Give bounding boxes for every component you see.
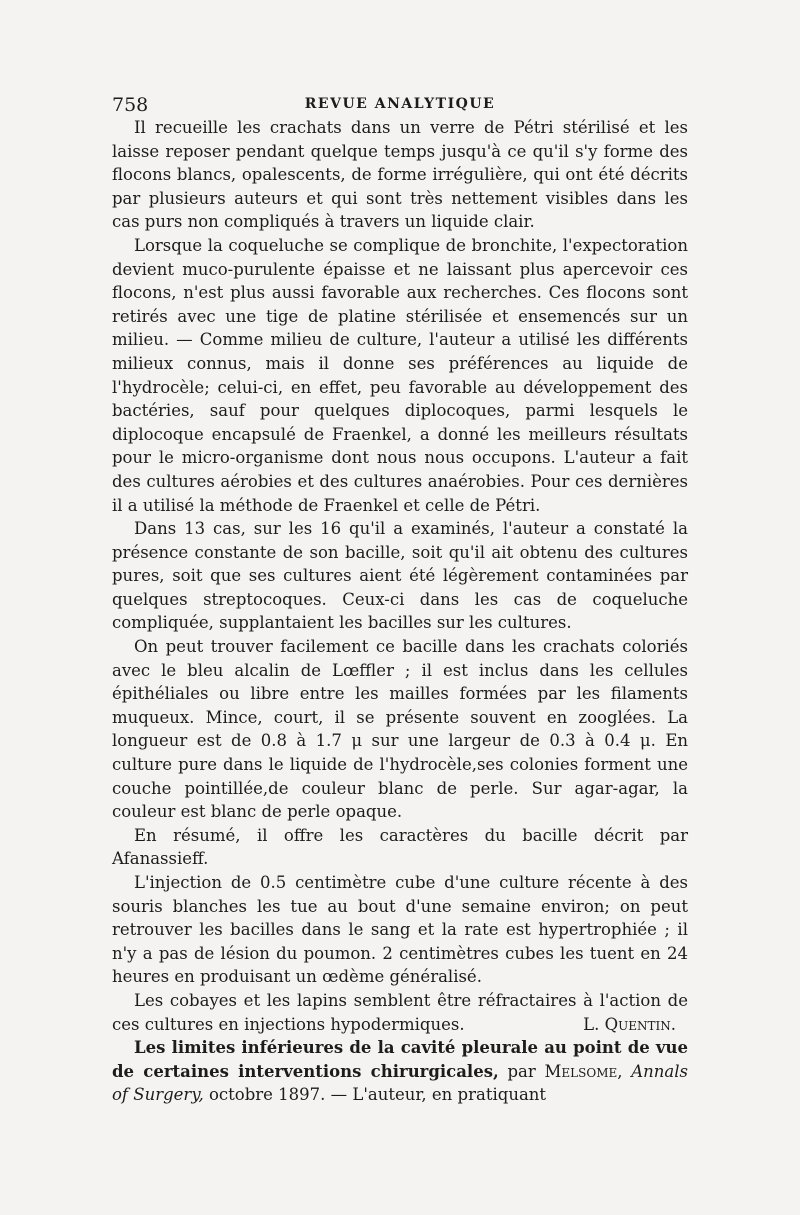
page-number: 758 xyxy=(112,94,149,116)
journal-title: REVUE ANALYTIQUE xyxy=(304,96,496,112)
running-head xyxy=(112,88,688,116)
next-article-author: Melsome, xyxy=(544,1061,623,1081)
paragraph: En résumé, il offre les caractères du bacille décrit par Afanassieff. xyxy=(112,825,688,869)
signature: L. Quentin. xyxy=(583,1014,676,1034)
next-article-intro xyxy=(112,1036,688,1107)
next-article-by: par xyxy=(507,1061,536,1081)
final-paragraph-text: Les cobayes et les lapins semblent être réfractaires à l'action de ces cultures en injections hypodermiques. xyxy=(112,990,688,1034)
paragraph: On peut trouver facilement ce bacille dans les crachats coloriés avec le bleu alcalin de Lœffler ; il est inclus dans les cellules épithéliales ou libre entre les mailles formées par les filaments muqueux. Mince, court, il se présente souvent en zooglées. La longueur est de 0.8 à 1.7 μ sur une largeur de 0.3 à 0.4 μ. En culture pure dans le liquide de l'hydrocèle,ses colonies forment une couche pointillée,de couleur blanc de perle. Sur agar-agar, la couleur est blanc de perle opaque. xyxy=(112,637,688,822)
paragraph: Lorsque la coqueluche se complique de bronchite, l'expectoration devient muco-purulente épaisse et ne laissant plus apercevoir ces flocons, n'est plus aussi favorable aux recherches. Ces flocons sont retirés avec une tige de platine stérilisée et ensemencés sur un milieu. — Comme milieu de culture, l'auteur a utilisé les différents milieux connus, mais il donne ses préférences au liquide de l'hydrocèle; celui-ci, en effet, peu favorable au développement des bactéries, sauf pour quelques diplocoques, parmi lesquels le diplocoque encapsulé de Fraenkel, a donné les meilleurs résultats pour le micro-organisme dont nous nous occupons. L'auteur a fait des cultures aérobies et des cultures anaérobies. Pour ces dernières il a utilisé la méthode de Fraenkel et celle de Pétri. xyxy=(112,235,688,515)
next-article-date: octobre 1897. — L'auteur, en pratiquant xyxy=(208,1085,547,1105)
paragraph: L'injection de 0.5 centimètre cube d'une culture récente à des souris blanches les tue au bout d'une semaine environ; on peut retrouver les bacilles dans le sang et la rate est hypertrophiée ; il n'y a pas de lésion du poumon. 2 centimètres cubes les tuent en 24 heures en produisant un œdème généralisé. xyxy=(112,873,688,987)
page xyxy=(112,88,688,1107)
next-article-title: Les limites inférieures de la cavité pleurale au point de vue de certaines interventions chirurgicales, xyxy=(112,1038,688,1081)
paragraph: Dans 13 cas, sur les 16 qu'il a examinés, l'auteur a constaté la présence constante de son bacille, soit qu'il ait obtenu des cultures pures, soit que ses cultures aient été légèrement contaminées par quelques streptocoques. Ceux-ci dans les cas de coqueluche compliquée, supplantaient les bacilles sur les cultures. xyxy=(112,519,688,633)
next-article-journal: Annals of Surgery, xyxy=(112,1061,689,1105)
final-paragraph xyxy=(112,989,688,1036)
paragraph: Il recueille les crachats dans un verre de Pétri stérilisé et les laisse reposer pendant quelque temps jusqu'à ce qu'il s'y forme des flocons blancs, opalescents, de forme irrégulière, qui ont été décrits par plusieurs auteurs et qui sont très nettement visibles dans les cas purs non compliqués à travers un liquide clair. xyxy=(112,118,688,232)
article-body xyxy=(112,116,688,1107)
